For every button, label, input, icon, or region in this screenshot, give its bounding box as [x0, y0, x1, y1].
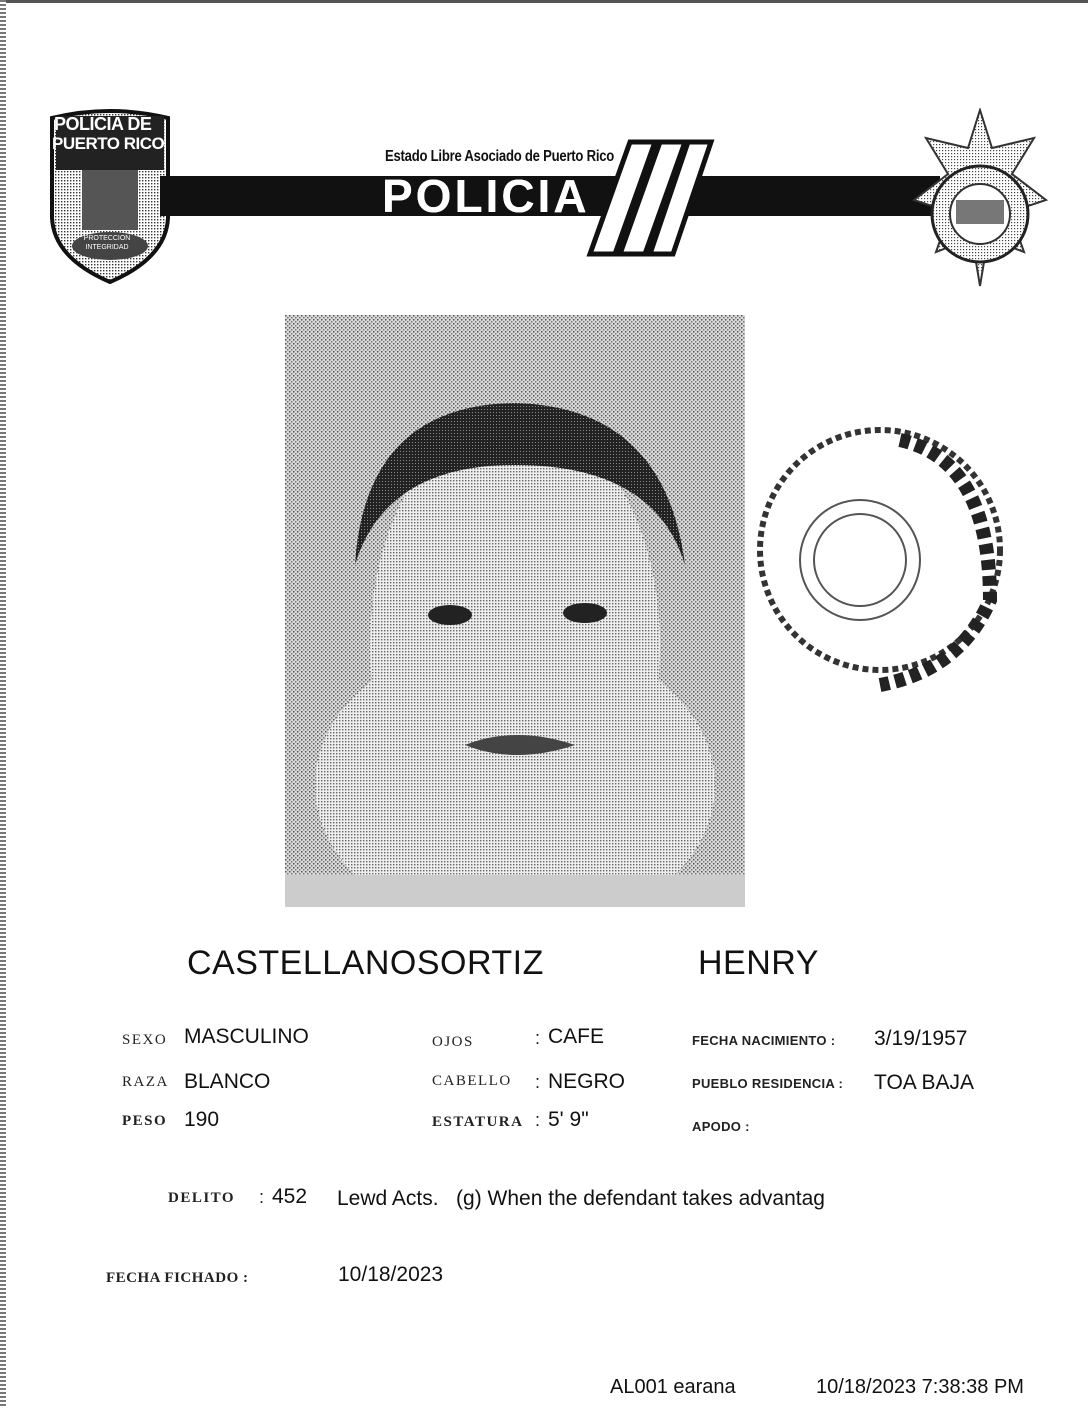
- given-name: HENRY: [698, 944, 819, 982]
- delito-description: Lewd Acts. (g) When the defendant takes advantag: [337, 1187, 825, 1210]
- cabello-sep: :: [535, 1072, 541, 1092]
- delito-sep: :: [259, 1187, 265, 1207]
- ojos-value: CAFE: [548, 1025, 605, 1048]
- badge-left-motto: PROTECCION INTEGRIDAD: [83, 235, 131, 251]
- badge-left-line2: PUERTO RICO: [52, 134, 165, 153]
- fecha-fichado-label: FECHA FICHADO :: [106, 1270, 249, 1286]
- raza-label: RAZA: [122, 1074, 169, 1090]
- footer-timestamp: 10/18/2023 7:38:38 PM: [816, 1376, 1024, 1398]
- fecha-nacimiento-value: 3/19/1957: [874, 1027, 968, 1050]
- cabello-label: CABELLO: [432, 1073, 512, 1089]
- scan-edge-top: [0, 0, 1088, 3]
- header-agency-title: POLICIA: [382, 170, 590, 222]
- estatura-label: ESTATURA: [432, 1114, 524, 1130]
- pueblo-residencia-label: PUEBLO RESIDENCIA :: [692, 1076, 844, 1091]
- badge-left-line1: POLICIA DE: [54, 114, 152, 134]
- estatura-value: 5' 9": [548, 1108, 589, 1131]
- header-slashes-icon: [575, 138, 715, 258]
- estatura-sep: :: [535, 1110, 541, 1130]
- ojos-sep: :: [535, 1028, 541, 1048]
- mugshot-photo: [285, 315, 745, 907]
- ojos-label: OJOS: [432, 1034, 474, 1050]
- official-seal-stamp-icon: [730, 400, 1010, 700]
- peso-label: PESO: [122, 1113, 168, 1129]
- delito-code: 452: [272, 1185, 308, 1208]
- scan-edge-left: [0, 0, 6, 1408]
- apodo-label: APODO :: [692, 1119, 750, 1134]
- fecha-nacimiento-label: FECHA NACIMIENTO :: [692, 1033, 836, 1048]
- raza-value: BLANCO: [184, 1070, 271, 1093]
- surname: CASTELLANOSORTIZ: [187, 944, 544, 982]
- sexo-value: MASCULINO: [184, 1025, 309, 1048]
- pueblo-residencia-value: TOA BAJA: [874, 1071, 974, 1094]
- header-government: Estado Libre Asociado de Puerto Rico: [385, 148, 615, 165]
- cabello-value: NEGRO: [548, 1070, 626, 1093]
- star-badge-right-icon: [912, 108, 1048, 296]
- fecha-fichado-value: 10/18/2023: [338, 1263, 444, 1286]
- delito-label: DELITO: [168, 1190, 236, 1206]
- sexo-label: SEXO: [122, 1032, 168, 1048]
- peso-value: 190: [184, 1108, 220, 1131]
- footer-user: AL001 earana: [610, 1376, 736, 1398]
